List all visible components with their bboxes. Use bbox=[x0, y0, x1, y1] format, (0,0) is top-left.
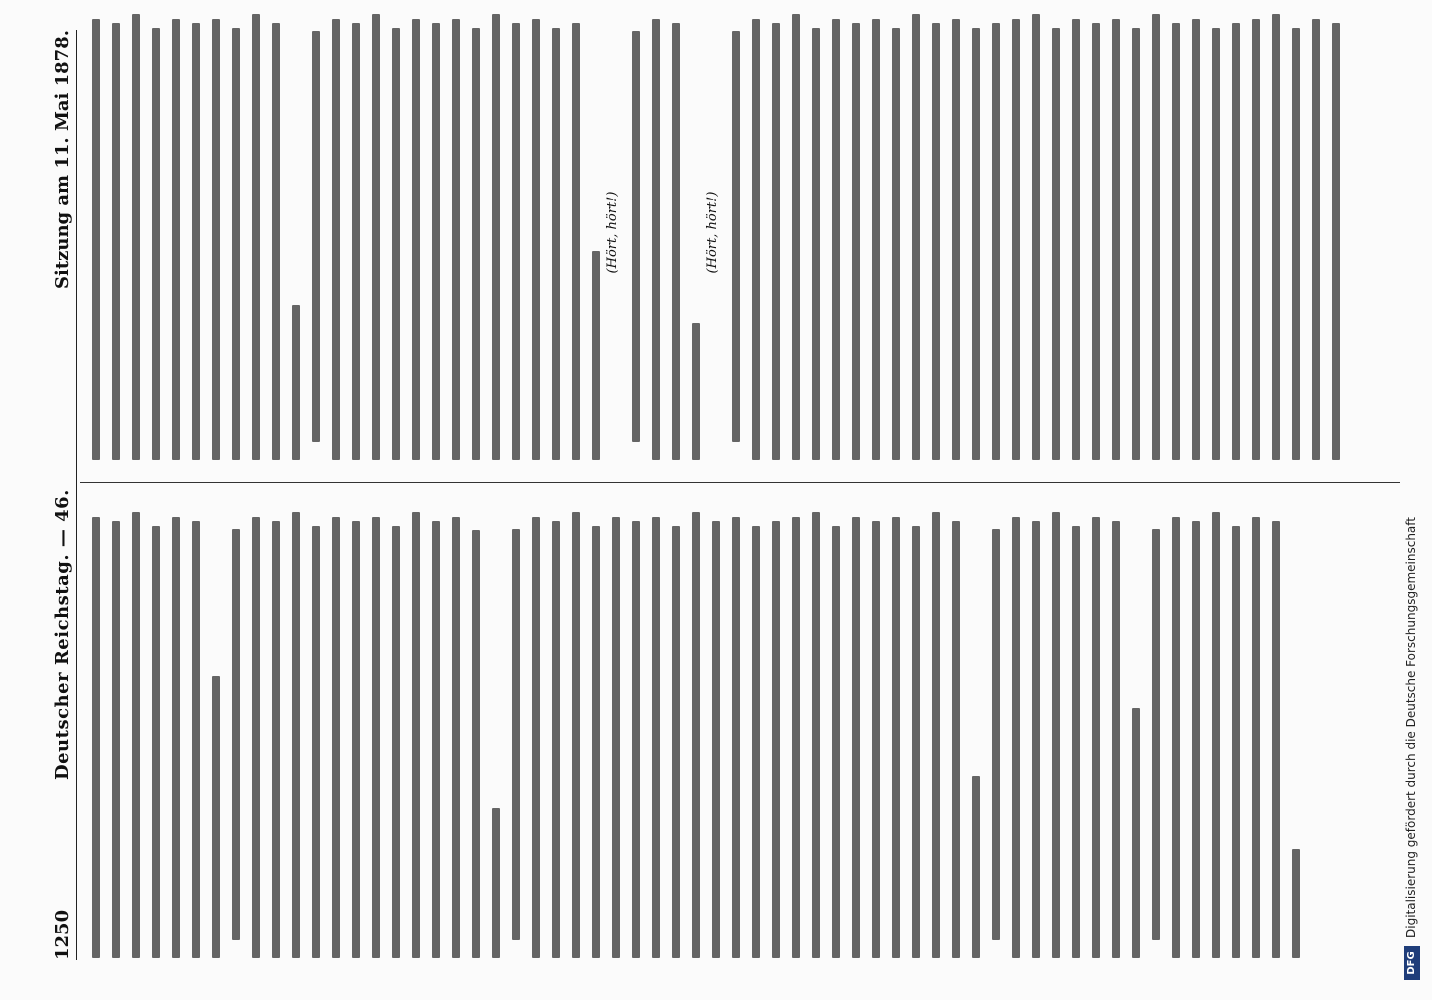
text-line bbox=[126, 5, 140, 460]
text-line bbox=[1206, 5, 1220, 460]
illegible-text-line bbox=[932, 23, 940, 460]
illegible-text-line bbox=[952, 521, 960, 958]
text-line bbox=[246, 5, 260, 460]
text-line bbox=[946, 503, 960, 958]
illegible-text-line bbox=[752, 526, 760, 958]
text-line bbox=[346, 5, 360, 460]
text-line bbox=[1226, 503, 1240, 958]
text-line bbox=[206, 503, 220, 958]
text-line bbox=[1006, 5, 1020, 460]
text-line bbox=[586, 5, 600, 460]
illegible-text-line bbox=[1032, 521, 1040, 958]
illegible-text-line bbox=[152, 526, 160, 958]
digitization-footer bbox=[1400, 20, 1424, 980]
text-line bbox=[826, 5, 840, 460]
text-line bbox=[606, 503, 620, 958]
illegible-text-line bbox=[112, 521, 120, 958]
illegible-text-line bbox=[332, 517, 340, 958]
illegible-text-line bbox=[912, 526, 920, 958]
illegible-text-line bbox=[232, 529, 240, 940]
text-line bbox=[526, 503, 540, 958]
illegible-text-line bbox=[752, 19, 760, 460]
illegible-text-line bbox=[1292, 28, 1300, 460]
illegible-text-line bbox=[252, 517, 260, 958]
illegible-text-line bbox=[532, 19, 540, 460]
illegible-text-line bbox=[312, 526, 320, 958]
illegible-text-line bbox=[1132, 708, 1140, 958]
illegible-text-line bbox=[1012, 517, 1020, 958]
text-line bbox=[646, 503, 660, 958]
illegible-text-line bbox=[692, 512, 700, 958]
illegible-text-line bbox=[532, 517, 540, 958]
text-line bbox=[286, 503, 300, 958]
illegible-text-line bbox=[812, 512, 820, 958]
text-line bbox=[686, 5, 700, 460]
text-line bbox=[306, 5, 320, 460]
text-line bbox=[426, 5, 440, 460]
text-line bbox=[1146, 503, 1160, 958]
illegible-text-line bbox=[1132, 28, 1140, 460]
illegible-text-line bbox=[112, 23, 120, 460]
text-line bbox=[246, 503, 260, 958]
illegible-text-line bbox=[592, 251, 600, 460]
illegible-text-line bbox=[1152, 14, 1160, 460]
text-line bbox=[446, 5, 460, 460]
text-line bbox=[946, 5, 960, 460]
illegible-text-line bbox=[872, 19, 880, 460]
illegible-text-line bbox=[172, 19, 180, 460]
text-line bbox=[1186, 503, 1200, 958]
text-line bbox=[306, 503, 320, 958]
text-line bbox=[546, 503, 560, 958]
illegible-text-line bbox=[692, 323, 700, 460]
page-number: 1250 bbox=[52, 909, 73, 960]
illegible-text-line bbox=[872, 521, 880, 958]
text-line bbox=[206, 5, 220, 460]
text-line bbox=[1026, 5, 1040, 460]
illegible-text-line bbox=[552, 521, 560, 958]
text-line bbox=[706, 5, 720, 460]
text-line bbox=[86, 503, 100, 958]
text-line bbox=[1266, 503, 1280, 958]
illegible-text-line bbox=[1012, 19, 1020, 460]
illegible-text-line bbox=[1272, 521, 1280, 958]
interjection-text: (Hört, hört!) bbox=[605, 191, 620, 274]
illegible-text-line bbox=[512, 529, 520, 940]
illegible-text-line bbox=[852, 517, 860, 958]
text-line bbox=[566, 503, 580, 958]
illegible-text-line bbox=[412, 512, 420, 958]
text-line bbox=[766, 5, 780, 460]
text-line bbox=[586, 503, 600, 958]
illegible-text-line bbox=[912, 14, 920, 460]
illegible-text-line bbox=[792, 14, 800, 460]
illegible-text-line bbox=[832, 19, 840, 460]
illegible-text-line bbox=[972, 28, 980, 460]
illegible-text-line bbox=[372, 14, 380, 460]
illegible-text-line bbox=[1052, 512, 1060, 958]
illegible-text-line bbox=[212, 19, 220, 460]
illegible-text-line bbox=[352, 23, 360, 460]
illegible-text-line bbox=[1052, 28, 1060, 460]
text-line bbox=[326, 503, 340, 958]
text-line bbox=[726, 503, 740, 958]
text-line bbox=[666, 5, 680, 460]
text-line bbox=[526, 5, 540, 460]
text-line bbox=[686, 503, 700, 958]
text-line bbox=[126, 503, 140, 958]
illegible-text-line bbox=[992, 529, 1000, 940]
dfg-logo: DFG bbox=[1404, 946, 1420, 980]
text-line bbox=[786, 5, 800, 460]
text-line bbox=[186, 5, 200, 460]
text-line bbox=[386, 5, 400, 460]
text-line bbox=[406, 5, 420, 460]
text-line bbox=[106, 503, 120, 958]
text-line bbox=[1046, 5, 1060, 460]
text-line bbox=[1106, 5, 1120, 460]
illegible-text-line bbox=[1212, 28, 1220, 460]
text-line bbox=[966, 503, 980, 958]
text-line bbox=[1246, 5, 1260, 460]
text-line bbox=[866, 5, 880, 460]
text-line bbox=[1186, 5, 1200, 460]
text-line bbox=[886, 503, 900, 958]
illegible-text-line bbox=[1332, 23, 1340, 460]
text-line bbox=[1206, 503, 1220, 958]
text-line bbox=[266, 5, 280, 460]
illegible-text-line bbox=[252, 14, 260, 460]
illegible-text-line bbox=[212, 676, 220, 958]
text-line bbox=[546, 5, 560, 460]
text-line bbox=[1226, 5, 1240, 460]
illegible-text-line bbox=[1092, 517, 1100, 958]
illegible-text-line bbox=[572, 23, 580, 460]
session-date: Sitzung am 11. Mai 1878. bbox=[52, 30, 73, 290]
illegible-text-line bbox=[132, 512, 140, 958]
illegible-text-line bbox=[392, 526, 400, 958]
text-line bbox=[1166, 503, 1180, 958]
text-line bbox=[906, 503, 920, 958]
illegible-text-line bbox=[152, 28, 160, 460]
illegible-text-line bbox=[452, 19, 460, 460]
text-line bbox=[926, 5, 940, 460]
text-line bbox=[346, 503, 360, 958]
illegible-text-line bbox=[892, 517, 900, 958]
illegible-text-line bbox=[652, 517, 660, 958]
digitization-credit: Digitalisierung gefördert durch die Deutsche Forschungsgemeinschaft bbox=[1404, 516, 1418, 938]
text-line bbox=[86, 5, 100, 460]
text-line bbox=[366, 5, 380, 460]
illegible-text-line bbox=[1252, 19, 1260, 460]
text-line bbox=[406, 503, 420, 958]
illegible-text-line bbox=[732, 31, 740, 442]
illegible-text-line bbox=[492, 808, 500, 958]
text-line bbox=[1106, 503, 1120, 958]
illegible-text-line bbox=[952, 19, 960, 460]
illegible-text-line bbox=[732, 517, 740, 958]
interjection-text: (Hört, hört!) bbox=[705, 191, 720, 274]
text-line bbox=[446, 503, 460, 958]
illegible-text-line bbox=[1072, 526, 1080, 958]
illegible-text-line bbox=[92, 19, 100, 460]
illegible-text-line bbox=[832, 526, 840, 958]
illegible-text-line bbox=[1032, 14, 1040, 460]
text-line bbox=[486, 5, 500, 460]
illegible-text-line bbox=[852, 23, 860, 460]
illegible-text-line bbox=[632, 31, 640, 442]
text-line bbox=[186, 503, 200, 958]
illegible-text-line bbox=[272, 23, 280, 460]
text-line bbox=[626, 503, 640, 958]
text-line bbox=[906, 5, 920, 460]
text-line bbox=[426, 503, 440, 958]
illegible-text-line bbox=[1112, 521, 1120, 958]
text-line bbox=[1286, 5, 1300, 460]
illegible-text-line bbox=[412, 19, 420, 460]
text-line bbox=[1126, 5, 1140, 460]
illegible-text-line bbox=[1172, 23, 1180, 460]
illegible-text-line bbox=[652, 19, 660, 460]
text-line bbox=[166, 5, 180, 460]
illegible-text-line bbox=[972, 776, 980, 958]
illegible-text-line bbox=[1212, 512, 1220, 958]
column-divider bbox=[80, 482, 1400, 483]
text-line bbox=[1146, 5, 1160, 460]
illegible-text-line bbox=[512, 23, 520, 460]
text-line bbox=[466, 503, 480, 958]
text-line bbox=[666, 503, 680, 958]
text-line bbox=[646, 5, 660, 460]
text-line bbox=[746, 5, 760, 460]
text-line bbox=[146, 5, 160, 460]
illegible-text-line bbox=[132, 14, 140, 460]
text-line bbox=[806, 5, 820, 460]
text-line bbox=[966, 5, 980, 460]
illegible-text-line bbox=[1072, 19, 1080, 460]
illegible-text-line bbox=[1192, 19, 1200, 460]
illegible-text-line bbox=[672, 526, 680, 958]
illegible-text-line bbox=[1272, 14, 1280, 460]
text-line bbox=[846, 503, 860, 958]
illegible-text-line bbox=[1092, 23, 1100, 460]
text-line bbox=[846, 5, 860, 460]
illegible-text-line bbox=[472, 530, 480, 958]
illegible-text-line bbox=[232, 28, 240, 460]
illegible-text-line bbox=[312, 31, 320, 442]
text-line bbox=[626, 5, 640, 460]
text-line bbox=[786, 503, 800, 958]
illegible-text-line bbox=[172, 517, 180, 958]
illegible-text-line bbox=[1112, 19, 1120, 460]
illegible-text-line bbox=[92, 517, 100, 958]
illegible-text-line bbox=[1172, 517, 1180, 958]
text-line bbox=[1286, 503, 1300, 958]
text-line bbox=[926, 503, 940, 958]
illegible-text-line bbox=[712, 521, 720, 958]
text-line bbox=[1306, 5, 1320, 460]
text-line bbox=[746, 503, 760, 958]
illegible-text-line bbox=[992, 23, 1000, 460]
text-line bbox=[726, 5, 740, 460]
illegible-text-line bbox=[1152, 529, 1160, 940]
illegible-text-line bbox=[192, 521, 200, 958]
text-line bbox=[1266, 5, 1280, 460]
illegible-text-line bbox=[1192, 521, 1200, 958]
text-line bbox=[1246, 503, 1260, 958]
illegible-text-line bbox=[432, 23, 440, 460]
illegible-text-line bbox=[792, 517, 800, 958]
text-line bbox=[886, 5, 900, 460]
text-line bbox=[386, 503, 400, 958]
illegible-text-line bbox=[552, 28, 560, 460]
illegible-text-line bbox=[592, 526, 600, 958]
illegible-text-line bbox=[272, 521, 280, 958]
text-line bbox=[606, 5, 620, 460]
text-line bbox=[1066, 503, 1080, 958]
illegible-text-line bbox=[932, 512, 940, 958]
text-line bbox=[286, 5, 300, 460]
illegible-text-line bbox=[612, 517, 620, 958]
text-line bbox=[566, 5, 580, 460]
illegible-text-line bbox=[892, 28, 900, 460]
illegible-text-line bbox=[572, 512, 580, 958]
text-line bbox=[986, 503, 1000, 958]
illegible-text-line bbox=[632, 521, 640, 958]
text-line bbox=[106, 5, 120, 460]
text-line bbox=[226, 5, 240, 460]
illegible-text-line bbox=[292, 305, 300, 460]
illegible-text-line bbox=[1252, 517, 1260, 958]
text-line bbox=[866, 503, 880, 958]
publication-title: Deutscher Reichstag. — 46. bbox=[52, 489, 73, 780]
text-line bbox=[486, 503, 500, 958]
text-line bbox=[166, 503, 180, 958]
illegible-text-line bbox=[352, 521, 360, 958]
text-line bbox=[506, 5, 520, 460]
illegible-text-line bbox=[772, 521, 780, 958]
text-line bbox=[1046, 503, 1060, 958]
illegible-text-line bbox=[672, 23, 680, 460]
text-line bbox=[1086, 5, 1100, 460]
text-line bbox=[1326, 5, 1340, 460]
text-line bbox=[146, 503, 160, 958]
text-line bbox=[806, 503, 820, 958]
text-line bbox=[226, 503, 240, 958]
text-line bbox=[266, 503, 280, 958]
illegible-text-line bbox=[432, 521, 440, 958]
text-line bbox=[466, 5, 480, 460]
text-line bbox=[1126, 503, 1140, 958]
illegible-text-line bbox=[1312, 19, 1320, 460]
illegible-text-line bbox=[452, 517, 460, 958]
illegible-text-line bbox=[372, 517, 380, 958]
text-line bbox=[826, 503, 840, 958]
illegible-text-line bbox=[772, 23, 780, 460]
illegible-text-line bbox=[472, 28, 480, 460]
text-line bbox=[1166, 5, 1180, 460]
text-line bbox=[1066, 5, 1080, 460]
text-line bbox=[986, 5, 1000, 460]
illegible-text-line bbox=[192, 23, 200, 460]
illegible-text-line bbox=[392, 28, 400, 460]
right-text-column bbox=[86, 5, 1396, 460]
illegible-text-line bbox=[492, 14, 500, 460]
text-line bbox=[1026, 503, 1040, 958]
illegible-text-line bbox=[812, 28, 820, 460]
illegible-text-line bbox=[292, 512, 300, 958]
text-line bbox=[506, 503, 520, 958]
text-line bbox=[326, 5, 340, 460]
text-line bbox=[1086, 503, 1100, 958]
illegible-text-line bbox=[1232, 23, 1240, 460]
text-line bbox=[706, 503, 720, 958]
illegible-text-line bbox=[332, 19, 340, 460]
left-text-column bbox=[86, 503, 1396, 958]
text-line bbox=[766, 503, 780, 958]
text-line bbox=[1006, 503, 1020, 958]
illegible-text-line bbox=[1292, 849, 1300, 958]
text-line bbox=[366, 503, 380, 958]
illegible-text-line bbox=[1232, 526, 1240, 958]
page-header bbox=[52, 30, 77, 960]
